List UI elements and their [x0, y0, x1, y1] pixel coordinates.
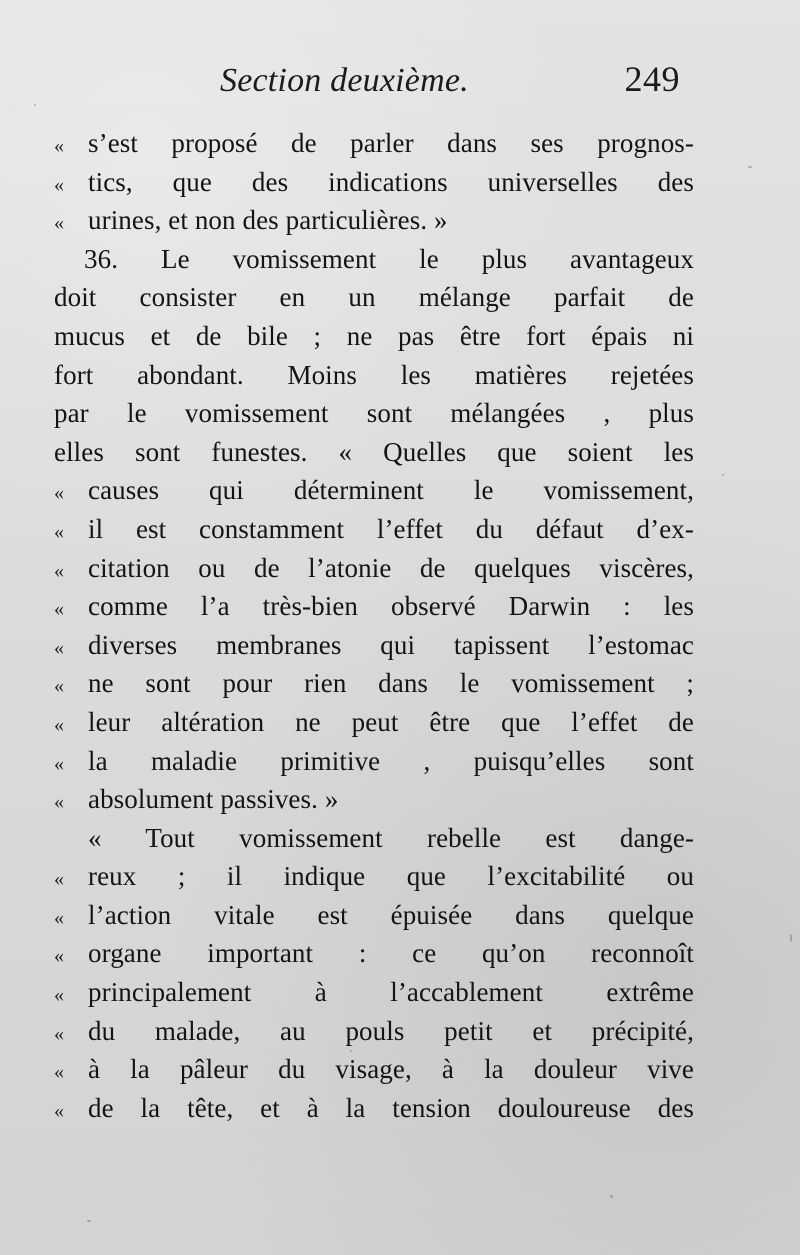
text-line	[54, 471, 694, 510]
quote-mark: «	[54, 984, 65, 1007]
text-line	[54, 703, 694, 742]
quote-mark: «	[54, 598, 65, 621]
quote-mark: «	[54, 135, 65, 157]
quote-mark: «	[54, 791, 65, 814]
line-text: elles sont funestes. « Quelles que soient les	[54, 436, 694, 467]
quote-mark: «	[54, 868, 65, 891]
quote-mark: «	[54, 636, 65, 659]
line-text: tics, que des indications universelles des	[88, 166, 694, 197]
text-line	[54, 124, 694, 163]
line-text: il est constamment l’effet du défaut d’ex-	[88, 513, 694, 544]
text-line	[54, 240, 694, 279]
line-text: ne sont pour rien dans le vomissement ;	[88, 668, 694, 699]
quote-mark: «	[54, 482, 65, 505]
text-line	[54, 433, 694, 472]
text-line	[54, 664, 694, 703]
line-text: citation ou de l’atonie de quelques viscères,	[88, 552, 694, 583]
running-head: Section deuxième.	[220, 62, 469, 99]
line-text: 36. Le vomissement le plus avantageux	[84, 243, 694, 274]
line-text: leur altération ne peut être que l’effet de	[88, 706, 694, 737]
page-header	[220, 58, 680, 106]
text-line	[54, 934, 694, 973]
line-text: mucus et de bile ; ne pas être fort épais ni	[54, 320, 694, 351]
line-text: organe important : ce qu’on reconnoît	[88, 938, 694, 969]
quote-mark: «	[54, 212, 65, 235]
text-line	[54, 394, 694, 433]
paper-speck	[748, 166, 752, 168]
line-text: principalement à l’accablement extrême	[88, 977, 694, 1008]
quote-mark: «	[54, 945, 65, 968]
quote-mark: «	[54, 713, 65, 736]
quote-mark: «	[54, 1099, 65, 1122]
text-line	[54, 587, 694, 626]
quote-mark: «	[54, 675, 65, 698]
paper-speck	[87, 1220, 91, 1222]
line-text: s’est proposé de parler dans ses prognos-	[88, 128, 694, 158]
line-text: par le vomissement sont mélangées , plus	[54, 398, 694, 429]
text-line	[54, 549, 694, 588]
line-text: de la tête, et à la tension douloureuse des	[88, 1092, 694, 1123]
text-line	[54, 819, 694, 858]
quote-mark: «	[54, 559, 65, 582]
text-line	[54, 1050, 694, 1089]
paper-speck	[610, 1195, 613, 1198]
line-text: comme l’a très-bien observé Darwin : les	[88, 591, 694, 622]
body-text	[54, 124, 694, 1127]
paper-speck	[790, 934, 792, 942]
quote-mark: «	[54, 752, 65, 775]
line-text: la maladie primitive , puisqu’elles sont	[88, 745, 694, 776]
line-text: absolument passives. »	[88, 784, 339, 815]
text-line	[54, 317, 694, 356]
text-line	[54, 1012, 694, 1051]
quote-mark: «	[54, 173, 65, 196]
text-line	[54, 278, 694, 317]
line-text: fort abondant. Moins les matières rejetées	[54, 359, 694, 390]
text-line	[54, 510, 694, 549]
paper-speck	[722, 474, 724, 476]
text-line	[54, 973, 694, 1012]
quote-mark: «	[54, 1061, 65, 1084]
text-line	[54, 626, 694, 665]
text-line	[54, 163, 694, 202]
text-line	[54, 201, 694, 240]
line-text: urines, et non des particulières. »	[88, 205, 448, 236]
line-text: causes qui déterminent le vomissement,	[88, 475, 694, 506]
text-line	[54, 780, 694, 819]
quote-mark: «	[54, 906, 65, 929]
paper-speck	[34, 104, 36, 106]
quote-mark: «	[54, 1022, 65, 1045]
line-text: à la pâleur du visage, à la douleur vive	[88, 1054, 694, 1085]
line-text: « Tout vomissement rebelle est dange-	[88, 822, 694, 853]
text-line	[54, 896, 694, 935]
line-text: doit consister en un mélange parfait de	[54, 282, 694, 313]
text-line	[54, 857, 694, 896]
line-text: l’action vitale est épuisée dans quelque	[88, 899, 694, 930]
line-text: du malade, au pouls petit et précipité,	[88, 1015, 694, 1046]
page-number: 249	[624, 59, 680, 99]
line-text: diverses membranes qui tapissent l’estomac	[88, 629, 694, 660]
text-line	[54, 356, 694, 395]
line-text: reux ; il indique que l’excitabilité ou	[88, 861, 694, 892]
text-line	[54, 742, 694, 781]
text-line	[54, 1089, 694, 1128]
quote-mark: «	[54, 520, 65, 543]
